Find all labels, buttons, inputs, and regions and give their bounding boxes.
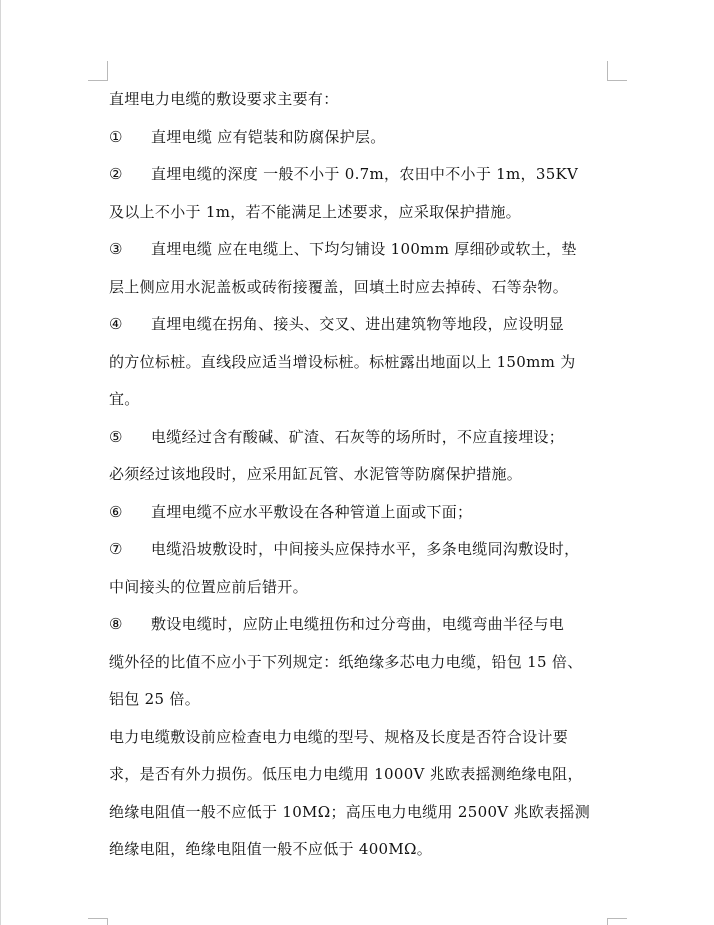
item-text: 直埋电缆 应有铠装和防腐保护层。 — [151, 127, 386, 146]
item-text: 电缆经过含有酸碱、矿渣、石灰等的场所时，不应直接埋设； — [151, 427, 565, 446]
item-3-line-2 — [109, 269, 609, 307]
item-4-line-1 — [109, 306, 609, 344]
item-text: 层上侧应用水泥盖板或砖衔接覆盖，回填土时应去掉砖、石等杂物。 — [109, 277, 569, 296]
intro-text: 直埋电力电缆的敷设要求主要有： — [109, 90, 339, 108]
item-text: 电缆沿坡敷设时，中间接头应保持水平，多条电缆同沟敷设时， — [151, 540, 580, 558]
item-8-line-1 — [109, 606, 609, 644]
paragraph-text: 绝缘电阻，绝缘电阻值一般不应低于 400MΩ。 — [109, 840, 433, 858]
document-body — [109, 81, 609, 869]
item-5-line-2 — [109, 456, 609, 494]
corner-mark-top-left — [88, 61, 108, 81]
corner-mark-bottom-left — [88, 918, 108, 925]
item-number: ⑧ — [109, 615, 123, 633]
paragraph-text: 电力电缆敷设前应检查电力电缆的型号、规格及长度是否符合设计要 — [109, 727, 569, 746]
corner-mark-bottom-right — [607, 918, 627, 925]
item-text: 必须经过该地段时，应采用缸瓦管、水泥管等防腐保护措施。 — [109, 465, 523, 483]
item-number: ① — [109, 127, 123, 146]
item-4-line-3 — [109, 381, 609, 419]
item-text: 直埋电缆在拐角、接头、交叉、进出建筑物等地段，应设明显 — [151, 315, 565, 333]
item-4-line-2 — [109, 344, 609, 382]
item-text: 直埋电缆 应在电缆上、下均匀铺设 100mm 厚细砂或软土，垫 — [151, 240, 577, 258]
closing-line-3 — [109, 794, 609, 832]
corner-mark-top-right — [607, 61, 627, 81]
item-5-line-1 — [109, 419, 609, 457]
item-number: ⑦ — [109, 540, 123, 558]
item-8-line-3 — [109, 681, 609, 719]
item-number: ③ — [109, 240, 123, 258]
page-edge — [0, 0, 1, 925]
item-number: ⑤ — [109, 427, 123, 446]
intro-line — [109, 81, 609, 119]
item-text: 宜。 — [109, 390, 140, 408]
item-number: ④ — [109, 315, 123, 333]
item-8-line-2 — [109, 644, 609, 682]
item-text: 铝包 25 倍。 — [109, 690, 201, 708]
item-6-line-1 — [109, 494, 609, 532]
item-2-line-1 — [109, 156, 609, 194]
item-2-line-2 — [109, 194, 609, 232]
paragraph-text: 求，是否有外力损伤。低压电力电缆用 1000V 兆欧表摇测绝缘电阻， — [109, 765, 583, 783]
item-text: 直埋电缆的深度 一般不小于 0.7m，农田中不小于 1m，35KV — [151, 165, 579, 183]
item-number: ⑥ — [109, 502, 123, 521]
item-1-line-1 — [109, 119, 609, 157]
closing-line-4 — [109, 831, 609, 869]
item-text: 中间接头的位置应前后错开。 — [109, 577, 308, 596]
item-3-line-1 — [109, 231, 609, 269]
item-text: 缆外径的比值不应小于下列规定：纸绝缘多芯电力电缆，铅包 15 倍、 — [109, 652, 583, 671]
item-text: 敷设电缆时，应防止电缆扭伤和过分弯曲，电缆弯曲半径与电 — [151, 615, 565, 633]
item-number: ② — [109, 165, 123, 183]
closing-line-1 — [109, 719, 609, 757]
item-7-line-1 — [109, 531, 609, 569]
paragraph-text: 绝缘电阻值一般不应低于 10MΩ；高压电力电缆用 2500V 兆欧表摇测 — [109, 802, 590, 821]
item-text: 的方位标桩。直线段应适当增设标桩。标桩露出地面以上 150mm 为 — [109, 352, 576, 371]
item-text: 直埋电缆不应水平敷设在各种管道上面或下面； — [151, 502, 473, 521]
closing-line-2 — [109, 756, 609, 794]
item-text: 及以上不小于 1m，若不能满足上述要求，应采取保护措施。 — [109, 202, 521, 221]
item-7-line-2 — [109, 569, 609, 607]
